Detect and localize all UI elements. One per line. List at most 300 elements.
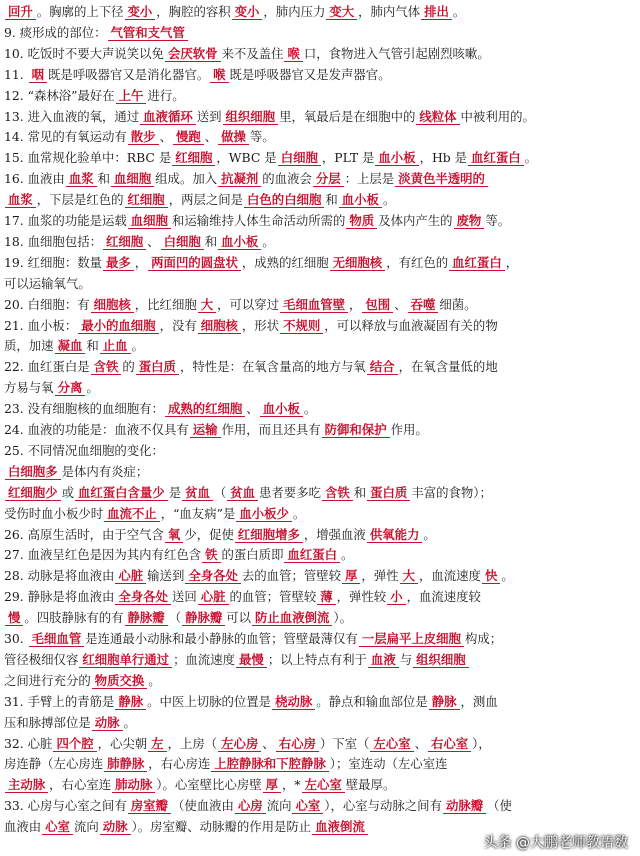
question-text: 17. 血浆的功能是运载 xyxy=(4,213,127,228)
answer-blank: 细胞核 xyxy=(91,297,134,313)
answer-blank: 不规则 xyxy=(280,318,323,334)
worksheet-line xyxy=(4,629,636,649)
answer-blank: 肺静脉 xyxy=(104,756,147,772)
question-text: 。 xyxy=(86,380,99,396)
question-text: 、 xyxy=(204,129,218,145)
worksheet-line xyxy=(4,399,636,419)
answer-blank: 变小 xyxy=(125,4,156,20)
question-text: 流向 xyxy=(73,819,99,835)
answer-blank: 血细胞 xyxy=(111,171,154,187)
question-text: 是 xyxy=(168,484,182,500)
answer-blank: 线粒体 xyxy=(416,109,459,125)
question-text: 。 xyxy=(524,150,538,166)
question-text: 、 xyxy=(147,233,160,249)
question-text: 细菌。 xyxy=(439,296,477,312)
answer-blank: 铁 xyxy=(202,547,220,563)
answer-blank: 凝血 xyxy=(55,338,86,354)
question-text: 的 xyxy=(122,359,135,375)
question-text: 。四肢静脉有的有 xyxy=(24,610,124,626)
question-text: 是体内有炎症； xyxy=(61,463,149,479)
question-text: ）。房室瓣、动脉瓣的作用是防止 xyxy=(131,819,312,835)
answer-blank: 气管和支气管 xyxy=(108,25,188,41)
question-text: 或 xyxy=(61,484,74,500)
worksheet-line xyxy=(4,566,636,586)
answer-blank: 无细胞核 xyxy=(330,255,386,271)
question-text: ，有红色的 xyxy=(386,254,449,270)
question-text: ）。 xyxy=(333,610,352,626)
question-text: 18. 血细胞包括： xyxy=(4,233,102,249)
answer-blank: 血液 xyxy=(368,652,399,668)
question-text: 。静点和输血部位是 xyxy=(316,693,428,709)
answer-blank: 静脉瓣 xyxy=(125,610,168,626)
answer-blank: 快 xyxy=(482,568,500,584)
worksheet-line xyxy=(4,65,636,85)
question-text: 23. 没有细胞核的血细胞有： xyxy=(4,401,164,417)
question-text: （ xyxy=(168,610,182,626)
worksheet-line xyxy=(4,608,636,628)
answer-blank: 组织细胞 xyxy=(413,652,469,668)
question-text: 去的血管；管壁较 xyxy=(241,568,342,584)
question-text: 是连通最小动脉和最小静脉的血管；管壁最薄仅有 xyxy=(85,631,358,646)
worksheet-line xyxy=(4,734,636,754)
question-text: ；血流速度 xyxy=(173,651,236,667)
answer-blank: 左 xyxy=(148,736,166,752)
question-text: （使血液由 xyxy=(171,798,234,814)
question-text: 和 xyxy=(204,233,218,249)
question-text: 里，氧最后是在细胞中的 xyxy=(279,108,416,124)
answer-blank: 止血 xyxy=(100,338,131,354)
question-text: 构成； xyxy=(464,631,503,646)
worksheet-line xyxy=(4,587,636,607)
answer-blank: 血小板少 xyxy=(236,506,292,522)
question-text: 压和脉搏部位是 xyxy=(4,714,91,730)
question-text: ，形状 xyxy=(241,317,280,333)
question-text: 和 xyxy=(353,484,367,500)
question-text: 送回 xyxy=(171,589,197,605)
question-text: 既是呼吸器官又是消化器官。 xyxy=(48,66,210,82)
question-text: ：上层是 xyxy=(344,171,395,187)
question-text: 与 xyxy=(399,651,413,667)
answer-blank: 薄 xyxy=(317,589,335,605)
answer-blank: 白细胞多 xyxy=(5,464,61,480)
answer-blank: 厚 xyxy=(263,777,281,793)
question-text: ，“血友病”是 xyxy=(160,505,236,521)
answer-blank: 变大 xyxy=(326,4,357,20)
worksheet-line xyxy=(4,232,636,252)
question-text: 13. 进入血液的氧，通过 xyxy=(4,108,140,124)
question-text: ，下层是红色的 xyxy=(36,192,124,208)
answer-blank: 上腔静脉和下腔静脉 xyxy=(211,756,329,772)
worksheet-line xyxy=(4,420,636,440)
question-text: 。 xyxy=(292,505,306,521)
answer-blank: 厚 xyxy=(342,568,360,584)
answer-blank: 红细胞 xyxy=(172,150,215,166)
answer-blank: 血小板 xyxy=(339,192,382,208)
question-text: 的血管；管壁较 xyxy=(229,589,317,605)
question-text: 方易与氧 xyxy=(4,380,54,396)
answer-blank: 大 xyxy=(198,297,216,313)
question-text: ，PLT 是 xyxy=(321,150,375,166)
answer-blank: 毛细血管 xyxy=(29,631,85,647)
worksheet-line xyxy=(4,253,636,273)
question-text: ，WBC 是 xyxy=(216,150,277,166)
question-text: 的蛋白质即 xyxy=(221,547,284,563)
worksheet-line xyxy=(4,211,636,231)
question-text: 。 xyxy=(423,526,436,542)
worksheet-line xyxy=(4,713,636,733)
answer-blank: 分层 xyxy=(313,171,344,187)
question-text: ，可以释放与血液凝固有关的物 xyxy=(324,317,498,333)
answer-blank: 血浆 xyxy=(66,171,97,187)
worksheet-line xyxy=(4,525,636,545)
question-text: ， xyxy=(134,254,148,270)
question-text: 32. 心脏 xyxy=(4,735,53,751)
answer-blank: 细胞核 xyxy=(198,318,241,334)
question-text: 27. 血液呈红色是因为其内有红色含 xyxy=(4,547,202,563)
answer-blank: 血小板 xyxy=(218,234,261,250)
question-text: 。 xyxy=(452,4,466,19)
answer-blank: 左心室 xyxy=(302,777,345,793)
answer-blank: 血液循环 xyxy=(140,109,196,125)
question-text: 24. 血液的功能是：血液不仅具有 xyxy=(4,422,189,437)
answer-blank: 主动脉 xyxy=(5,777,48,793)
answer-blank: 蛋白质 xyxy=(367,485,410,501)
worksheet-line xyxy=(4,107,636,127)
question-text: 16. 血液由 xyxy=(4,171,65,187)
answer-blank: 血红蛋白 xyxy=(449,255,505,271)
answer-blank: 血小板 xyxy=(375,150,418,166)
answer-blank: 贫血 xyxy=(182,485,213,501)
question-text: 可以 xyxy=(226,610,252,626)
question-text: ，成熟的红细胞 xyxy=(241,254,329,270)
question-text: 质，加速 xyxy=(4,338,54,354)
answer-blank: 变小 xyxy=(232,4,263,20)
question-text: ）。心室壁比心房壁 xyxy=(156,777,262,793)
answer-blank: 血红蛋白 xyxy=(468,150,524,166)
answer-blank: 白细胞 xyxy=(161,234,204,250)
answer-blank: 成熟的红细胞 xyxy=(165,401,245,417)
answer-blank: 两面凹的圆盘状 xyxy=(148,255,241,271)
answer-blank: 慢 xyxy=(5,610,23,626)
worksheet-line xyxy=(4,190,636,210)
worksheet-line xyxy=(4,44,636,64)
question-text: 。 xyxy=(148,672,161,688)
answer-blank: 废物 xyxy=(454,213,485,229)
question-text: 来不及盖住 xyxy=(221,45,284,61)
question-text: 受伤时血小板少时 xyxy=(4,505,104,521)
question-text: ，右心室连 xyxy=(49,777,112,793)
worksheet-line xyxy=(4,462,636,482)
question-text: ），心室与动脉之间有 xyxy=(324,798,442,814)
question-text: 丰富的食物）； xyxy=(411,484,492,500)
answer-blank: 房室瓣 xyxy=(128,798,171,814)
worksheet-line xyxy=(4,754,636,774)
question-text: 和 xyxy=(97,171,110,187)
answer-blank: 毛细血管壁 xyxy=(280,297,348,313)
question-text: ，没有 xyxy=(159,317,197,333)
question-text: 12. “森林浴”最好在 xyxy=(4,87,115,103)
question-text: （ xyxy=(213,484,227,500)
question-text: 、 xyxy=(394,296,407,312)
answer-blank: 氧 xyxy=(165,527,183,543)
answer-blank: 全身各处 xyxy=(185,568,241,584)
answer-blank: 喉 xyxy=(284,46,302,62)
question-text: ，弹性较 xyxy=(336,589,387,605)
question-text: 等。 xyxy=(485,213,511,228)
question-text: 送到 xyxy=(196,108,222,124)
answer-blank: 会厌软骨 xyxy=(165,46,221,62)
question-text: （使 xyxy=(487,798,512,814)
worksheet-line xyxy=(4,441,636,461)
answer-blank: 排出 xyxy=(421,4,452,20)
question-text: 和 xyxy=(325,192,338,208)
answer-blank: 心脏 xyxy=(198,589,229,605)
question-text: 组成。加入 xyxy=(155,171,218,187)
answer-blank: 静脉瓣 xyxy=(182,610,225,626)
question-text: 19. 红细胞：数量 xyxy=(4,254,102,270)
answer-blank: 红细胞少 xyxy=(5,485,61,501)
answer-blank: 血浆 xyxy=(5,192,36,208)
question-text: ；以上特点有利于 xyxy=(267,651,367,667)
question-text: 及体内产生的 xyxy=(378,213,453,228)
answer-blank: 左心房 xyxy=(218,736,261,752)
answer-blank: 血细胞 xyxy=(128,213,171,229)
question-text: 患者要多吃 xyxy=(259,484,321,500)
answer-blank: 防御和保护 xyxy=(322,422,390,438)
answer-blank: 物质交换 xyxy=(92,673,148,689)
answer-blank: 红细胞 xyxy=(103,234,146,250)
answer-blank: 左心室 xyxy=(370,736,413,752)
question-text: ，血流速度 xyxy=(418,568,481,584)
question-text: ，在氧含量低的地 xyxy=(398,359,498,375)
question-text: ， xyxy=(349,296,362,312)
answer-blank: 心室 xyxy=(292,798,323,814)
answer-blank: 散步 xyxy=(128,129,159,145)
answer-blank: 静脉 xyxy=(115,694,146,710)
worksheet-line xyxy=(4,692,636,712)
question-text: ，肺内压力 xyxy=(263,4,326,19)
question-text: ，比红细胞 xyxy=(134,296,197,312)
question-text: ，上房（ xyxy=(167,735,218,751)
question-text: ，心尖朝 xyxy=(97,735,148,751)
answer-blank: 全身各处 xyxy=(115,589,171,605)
question-text: 输送到 xyxy=(147,568,185,584)
answer-blank: 抗凝剂 xyxy=(218,171,261,187)
question-text: 、 xyxy=(159,129,172,145)
answer-blank: 防止血液倒流 xyxy=(252,610,332,626)
answer-blank: 喉 xyxy=(210,67,228,83)
answer-blank: 上午 xyxy=(116,88,147,104)
question-text: 管径极细仅容 xyxy=(4,651,79,667)
answer-blank: 做操 xyxy=(218,129,249,145)
answer-blank: 血流不止 xyxy=(104,506,160,522)
question-text: 。 xyxy=(303,401,317,417)
question-text: 25. 不同情况血细胞的变化： xyxy=(4,442,164,458)
watermark: 头条 @大鹏老师教语数 xyxy=(483,835,628,851)
worksheet-line xyxy=(4,483,636,503)
question-text: 、 xyxy=(246,401,259,417)
worksheet-line xyxy=(4,378,636,398)
worksheet-line xyxy=(4,650,636,670)
answer-blank: 最慢 xyxy=(236,652,267,668)
question-text: ，右心房连 xyxy=(148,756,211,772)
worksheet-line xyxy=(4,504,636,524)
worksheet-line xyxy=(4,796,636,816)
answer-blank: 血小板 xyxy=(260,401,303,417)
answer-blank: 肺动脉 xyxy=(112,777,155,793)
answer-blank: 物质 xyxy=(346,213,377,229)
answer-blank: 动脉 xyxy=(92,715,123,731)
worksheet-line xyxy=(4,148,636,168)
question-text: ）下室（ xyxy=(319,735,370,751)
answer-blank: 含铁 xyxy=(322,485,353,501)
answer-blank: 含铁 xyxy=(91,359,122,375)
question-text: 等。 xyxy=(249,129,275,145)
question-text: 22. 血红蛋白是 xyxy=(4,359,90,375)
question-text: 流向 xyxy=(266,798,292,814)
question-text: 。 xyxy=(341,547,354,563)
answer-blank: 右心室 xyxy=(428,736,471,752)
question-text: 9. 痰形成的部位： xyxy=(4,24,107,40)
worksheet-line xyxy=(4,127,636,147)
answer-blank: 最小的血细胞 xyxy=(78,318,158,334)
question-text: ，测血 xyxy=(460,693,498,709)
question-text: 作用，而且还具有 xyxy=(221,422,321,437)
answer-blank: 大 xyxy=(400,568,418,584)
question-text: 和 xyxy=(86,338,99,354)
question-text: ， xyxy=(505,254,519,270)
worksheet-line xyxy=(4,169,636,189)
answer-blank: 小 xyxy=(387,589,405,605)
answer-blank: 动脉瓣 xyxy=(443,798,486,814)
answer-blank: 贫血 xyxy=(227,485,258,501)
answer-blank: 慢跑 xyxy=(173,129,204,145)
question-text: 14. 常见的有氧运动有 xyxy=(4,129,127,145)
question-text: ，特性是：在氧含量高的地方与氧 xyxy=(179,359,366,375)
question-text: 10. 吃饭时不要大声说笑以免 xyxy=(4,45,164,61)
question-text: ，* xyxy=(282,777,301,793)
question-text: 。 xyxy=(262,233,275,249)
worksheet-line xyxy=(4,86,636,106)
question-text: ，弹性 xyxy=(361,568,399,584)
question-text: ，血流速度较 xyxy=(406,589,481,605)
question-text: 之间进行充分的 xyxy=(4,672,91,688)
question-text: 血液由 xyxy=(4,819,42,835)
question-text: 26. 高原生活时，由于空气含 xyxy=(4,526,164,542)
worksheet-line xyxy=(4,316,636,336)
answer-blank: 白细胞 xyxy=(278,150,321,166)
answer-blank: 心室 xyxy=(42,819,73,835)
question-text: 33. 心房与心室之间有 xyxy=(4,798,127,814)
answer-blank: 右心房 xyxy=(276,736,319,752)
answer-blank: 组织细胞 xyxy=(223,109,279,125)
answer-blank: 红细胞单行通过 xyxy=(79,652,172,668)
worksheet-line xyxy=(4,357,636,377)
answer-blank: 回升 xyxy=(5,4,36,20)
question-text: 可以运输氧气。 xyxy=(4,275,91,291)
worksheet-line xyxy=(4,274,636,294)
question-text: 11. xyxy=(4,66,28,82)
answer-blank: 血液倒流 xyxy=(312,819,368,835)
question-text: 。中医上切脉的位置是 xyxy=(147,693,272,709)
question-text: 31. 手臂上的青筋是 xyxy=(4,693,115,709)
answer-blank: 咽 xyxy=(29,67,47,83)
answer-blank: 蛋白质 xyxy=(136,359,179,375)
worksheet-line xyxy=(4,545,636,565)
question-text: 。 xyxy=(382,192,396,208)
answer-blank: 包围 xyxy=(362,297,393,313)
question-text: ，两层之间是 xyxy=(168,192,244,208)
question-text: ，肺内气体 xyxy=(358,4,421,19)
answer-blank: 血红蛋白 xyxy=(284,547,340,563)
question-text: ，增强血液 xyxy=(303,526,366,542)
answer-blank: 桡动脉 xyxy=(272,694,315,710)
answer-blank: 供氧能力 xyxy=(367,527,423,543)
answer-blank: 静脉 xyxy=(429,694,460,710)
question-text: 既是呼吸器官又是发声器官。 xyxy=(229,66,391,82)
question-text: 。胸廓的上下径 xyxy=(36,4,124,19)
question-text: 29. 静脉是将血液由 xyxy=(4,589,115,605)
question-text: 的血液会 xyxy=(262,171,312,187)
question-text: 。 xyxy=(131,338,144,354)
answer-blank: 四个腔 xyxy=(53,736,96,752)
answer-blank: 吞噬 xyxy=(408,297,439,313)
question-text: 壁最厚。 xyxy=(345,777,396,793)
question-text: 中被利用的。 xyxy=(460,108,535,124)
answer-blank: 最多 xyxy=(103,255,134,271)
question-text: 15. 血常规化验单中：RBC 是 xyxy=(4,150,172,166)
answer-blank: 血红蛋白含量少 xyxy=(75,485,168,501)
question-text: 。 xyxy=(123,714,136,730)
answer-blank: 白色的白细胞 xyxy=(244,192,324,208)
question-text: 20. 白细胞：有 xyxy=(4,296,90,312)
question-text: 作用。 xyxy=(390,422,428,437)
question-text: 和运输维持人体生命活动所需的 xyxy=(171,213,346,228)
answer-blank: 心房 xyxy=(235,798,266,814)
worksheet-line xyxy=(4,2,636,22)
question-text: 、 xyxy=(262,735,275,751)
question-text: 28. 动脉是将血液由 xyxy=(4,568,115,584)
question-text: 30. xyxy=(4,631,28,646)
question-text: ，Hb 是 xyxy=(419,150,468,166)
question-text: ）；室连动（左心室连 xyxy=(329,756,448,772)
worksheet-line xyxy=(4,775,636,795)
answer-blank: 动脉 xyxy=(100,819,131,835)
worksheet-line xyxy=(4,23,636,43)
question-text: 、 xyxy=(414,735,427,751)
answer-blank: 分离 xyxy=(55,380,86,396)
question-text: ，可以穿过 xyxy=(217,296,280,312)
question-text: 进行。 xyxy=(147,87,185,103)
question-text: 少，促使 xyxy=(184,526,234,542)
question-text: 房连静（左心房连 xyxy=(4,756,104,772)
question-text: 。 xyxy=(501,568,514,584)
question-text: 口，食物进入气管引起剧烈咳嗽。 xyxy=(303,45,490,61)
answer-blank: 淡黄色半透明的 xyxy=(395,171,488,187)
answer-blank: 运输 xyxy=(190,422,221,438)
answer-blank: 结合 xyxy=(367,359,398,375)
answer-blank: 红细胞 xyxy=(125,192,168,208)
answer-blank: 心脏 xyxy=(115,568,146,584)
question-text: 21. 血小板： xyxy=(4,317,78,333)
worksheet-line xyxy=(4,295,636,315)
answer-blank: 红细胞增多 xyxy=(235,527,303,543)
question-text: ）， xyxy=(472,735,491,751)
question-text: ，胸腔的容积 xyxy=(156,4,231,19)
answer-blank: 一层扁平上皮细胞 xyxy=(359,631,464,647)
worksheet-line xyxy=(4,671,636,691)
worksheet-line xyxy=(4,336,636,356)
